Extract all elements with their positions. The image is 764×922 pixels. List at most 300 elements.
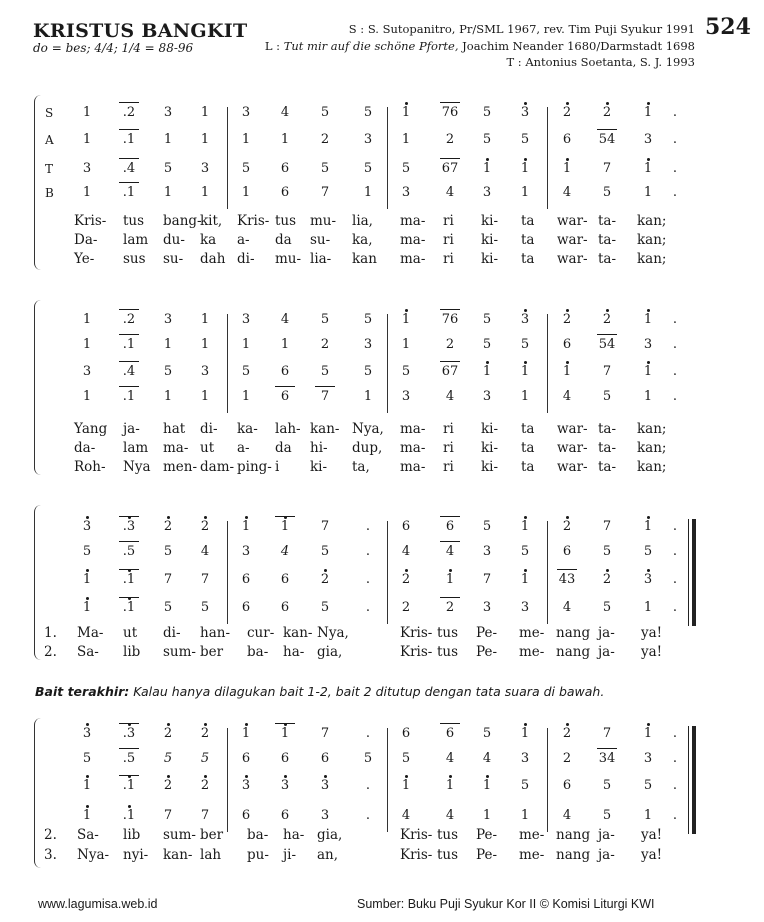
note: .: [672, 751, 678, 766]
lyric-syllable: kan;: [637, 440, 667, 456]
note: 3: [363, 337, 373, 352]
octave-dot-up: [204, 775, 207, 778]
note: 5: [241, 364, 251, 379]
lyric-syllable: di-: [163, 625, 181, 641]
note: 3: [482, 544, 492, 559]
note: .: [365, 808, 371, 823]
note: .2: [114, 310, 144, 330]
lyric-syllable: ber: [200, 644, 224, 660]
lyric-syllable: cur-: [247, 625, 275, 641]
note: .5: [114, 542, 144, 562]
octave-dot-up: [566, 723, 569, 726]
note-underline: [440, 723, 460, 724]
note: .: [672, 808, 678, 823]
lyric-syllable: ka-: [237, 421, 258, 437]
note: 5: [320, 544, 330, 559]
credit-melody-rest: Joachim Neander 1680/Darmstadt 1698: [458, 39, 695, 53]
note: 1: [72, 776, 102, 796]
note: 1: [633, 159, 663, 179]
note: .: [672, 337, 678, 352]
note: 2: [435, 598, 465, 618]
lyric-syllable: ja-: [598, 827, 615, 843]
note: 1: [200, 105, 210, 120]
note: 5: [643, 544, 653, 559]
lyric-syllable: an,: [317, 847, 339, 863]
note: 1: [472, 776, 502, 796]
note: 76: [435, 310, 465, 330]
note: 1: [510, 362, 540, 382]
note-underline: [440, 597, 460, 598]
note: 1: [633, 310, 663, 330]
note: 1: [472, 159, 502, 179]
octave-dot-up: [606, 569, 609, 572]
note: 7: [200, 808, 210, 823]
lyric-syllable: ji-: [283, 847, 297, 863]
lyric-syllable: Da-: [74, 232, 98, 248]
lyric-syllable: lia,: [352, 213, 373, 229]
lyric-syllable: Kris-: [74, 213, 107, 229]
credit-melody-title: Tut mir auf die schöne Pforte,: [283, 39, 459, 53]
note: .: [672, 105, 678, 120]
note-underline: [440, 102, 460, 103]
lyric-syllable: ki-: [481, 232, 499, 248]
lyric-syllable: lam: [123, 440, 149, 456]
lyric-syllable: kan;: [637, 213, 667, 229]
lyric-syllable: tus: [437, 847, 459, 863]
lyric-syllable: Pe-: [476, 644, 498, 660]
note: 4: [280, 105, 290, 120]
note: 3: [241, 312, 251, 327]
lyric-syllable: ta-: [598, 459, 617, 475]
note: 4: [445, 751, 455, 766]
bar-line: [227, 521, 228, 624]
lyric-syllable: da-: [74, 440, 96, 456]
note: .1: [114, 598, 144, 618]
octave-dot-up: [128, 723, 131, 726]
octave-dot-up: [245, 516, 248, 519]
lyric-syllable: Roh-: [74, 459, 106, 475]
note: 7: [320, 519, 330, 534]
lyric-syllable: dah: [200, 251, 226, 267]
octave-dot-up: [647, 516, 650, 519]
note: 4: [445, 389, 455, 404]
note: 2: [153, 724, 183, 744]
lyric-syllable: tus: [275, 213, 297, 229]
note: 1: [163, 389, 173, 404]
note: 5: [482, 337, 492, 352]
note: 5: [363, 364, 373, 379]
note: 3: [163, 312, 173, 327]
lyric-syllable: ja-: [598, 625, 615, 641]
note: 6: [562, 778, 572, 793]
note: 7: [163, 808, 173, 823]
lyric-syllable: ta-: [598, 232, 617, 248]
note-underline: [597, 129, 617, 130]
lyric-syllable: war-: [557, 232, 588, 248]
note-underline: [557, 569, 577, 570]
note: 3: [510, 103, 540, 123]
note: 5: [82, 544, 92, 559]
note: 1: [82, 132, 92, 147]
lyric-syllable: ma-: [163, 440, 189, 456]
note: 4: [401, 808, 411, 823]
lyric-syllable: ki-: [481, 251, 499, 267]
octave-dot-up: [486, 158, 489, 161]
lyric-syllable: ta-: [598, 440, 617, 456]
note-underline: [119, 541, 139, 542]
lyric-syllable: hi-: [310, 440, 328, 456]
note: .: [672, 185, 678, 200]
note: 1: [363, 389, 373, 404]
note: .: [672, 778, 678, 793]
note: 3: [82, 161, 92, 176]
lyric-syllable: tus: [437, 827, 459, 843]
note: 5: [241, 161, 251, 176]
note: 3: [482, 600, 492, 615]
note: 1: [163, 185, 173, 200]
note: 3: [401, 389, 411, 404]
lyric-syllable: tus: [437, 644, 459, 660]
lyric-syllable: da: [275, 232, 292, 248]
note: 1: [435, 570, 465, 590]
note: 1: [82, 312, 92, 327]
bar-line: [547, 521, 548, 624]
lyric-syllable: men-: [163, 459, 198, 475]
octave-dot-up: [167, 516, 170, 519]
note: 6: [562, 337, 572, 352]
note: 5: [602, 544, 612, 559]
note: 7: [200, 572, 210, 587]
note: 54: [592, 130, 622, 150]
octave-dot-up: [606, 102, 609, 105]
note: 1: [520, 185, 530, 200]
final-barline-thick: [692, 519, 696, 626]
note: 1: [552, 159, 582, 179]
note: 5: [363, 312, 373, 327]
bait-text: Kalau hanya dilagukan bait 1-2, bait 2 ditutup dengan tata suara di bawah.: [129, 684, 605, 699]
note: 67: [435, 362, 465, 382]
note: 5: [163, 544, 173, 559]
octave-dot-up: [647, 361, 650, 364]
note: 5: [401, 161, 411, 176]
note-underline: [119, 182, 139, 183]
final-barline-thick: [692, 726, 696, 834]
note: 1: [270, 517, 300, 537]
note: 3: [401, 185, 411, 200]
note: 5: [482, 132, 492, 147]
note: .: [672, 519, 678, 534]
lyric-syllable: kan-: [310, 421, 340, 437]
lyric-syllable: me-: [519, 625, 545, 641]
lyric-syllable: Nya: [123, 459, 151, 475]
note: 4: [562, 185, 572, 200]
note: 1: [391, 310, 421, 330]
note: 1: [163, 337, 173, 352]
octave-dot-up: [405, 569, 408, 572]
note: .: [365, 519, 371, 534]
lyric-syllable: di-: [237, 251, 255, 267]
note: 5: [520, 544, 530, 559]
note-underline: [440, 158, 460, 159]
note: 6: [280, 572, 290, 587]
note: 2: [391, 570, 421, 590]
note: 1: [231, 517, 261, 537]
lyric-syllable: Ma-: [77, 625, 104, 641]
note: 5: [200, 751, 210, 766]
note: 3: [363, 132, 373, 147]
footer-website[interactable]: www.lagumisa.web.id: [38, 897, 158, 911]
note: 5: [602, 808, 612, 823]
octave-dot-up: [566, 158, 569, 161]
note: 7: [602, 161, 612, 176]
lyric-syllable: 1.: [44, 625, 57, 641]
lyric-syllable: Kris-: [237, 213, 270, 229]
lyric-syllable: lia-: [310, 251, 332, 267]
octave-dot-up: [647, 309, 650, 312]
octave-dot-up: [204, 723, 207, 726]
octave-dot-up: [128, 569, 131, 572]
lyric-syllable: ta-: [598, 421, 617, 437]
note: 5: [320, 161, 330, 176]
note: .2: [114, 103, 144, 123]
lyric-syllable: kan;: [637, 232, 667, 248]
note: 54: [592, 335, 622, 355]
note-underline: [119, 748, 139, 749]
note: 7: [163, 572, 173, 587]
note: .: [365, 726, 371, 741]
credit-text: T : Antonius Soetanta, S. J. 1993: [506, 55, 695, 69]
note: 1: [200, 389, 210, 404]
lyric-syllable: sus: [123, 251, 146, 267]
note: 1: [510, 159, 540, 179]
note: 5: [363, 751, 373, 766]
note: .1: [114, 806, 144, 826]
note: .1: [114, 387, 144, 407]
bar-line: [387, 728, 388, 832]
octave-dot-up: [284, 723, 287, 726]
note: 7: [602, 726, 612, 741]
note: 5: [602, 185, 612, 200]
note: 6: [435, 724, 465, 744]
note: 6: [270, 387, 300, 407]
lyric-syllable: ta,: [352, 459, 370, 475]
system-brace: [34, 505, 41, 660]
note: 1: [633, 362, 663, 382]
note: 5: [82, 751, 92, 766]
octave-dot-up: [524, 569, 527, 572]
note: 5: [602, 600, 612, 615]
octave-dot-up: [284, 516, 287, 519]
note: 6: [320, 751, 330, 766]
lyric-syllable: Nya-: [77, 847, 110, 863]
note: 7: [310, 387, 340, 407]
lyric-syllable: a-: [237, 232, 250, 248]
note: 1: [72, 598, 102, 618]
note: 43: [552, 570, 582, 590]
octave-dot-up: [606, 309, 609, 312]
lyric-syllable: ta: [521, 459, 535, 475]
lyric-syllable: ki-: [310, 459, 328, 475]
song-title: KRISTUS BANGKIT: [33, 20, 248, 42]
lyric-syllable: ma-: [400, 421, 426, 437]
note: 2: [592, 310, 622, 330]
note: 4: [445, 185, 455, 200]
note: 3: [72, 724, 102, 744]
note: 5: [163, 161, 173, 176]
lyric-syllable: i: [275, 459, 280, 475]
note: .3: [114, 724, 144, 744]
lyric-syllable: me-: [519, 827, 545, 843]
note: 6: [401, 519, 411, 534]
note: 1: [200, 132, 210, 147]
octave-dot-up: [566, 516, 569, 519]
note: 1: [241, 132, 251, 147]
octave-dot-up: [405, 775, 408, 778]
lyric-syllable: ba-: [247, 827, 269, 843]
octave-dot-up: [449, 775, 452, 778]
lyric-syllable: su-: [163, 251, 184, 267]
lyric-syllable: lah: [200, 847, 222, 863]
note: 5: [363, 161, 373, 176]
lyric-syllable: Kris-: [400, 625, 433, 641]
lyric-syllable: ka,: [352, 232, 373, 248]
note: 2: [445, 337, 455, 352]
octave-dot-up: [128, 597, 131, 600]
note: 3: [231, 776, 261, 796]
note: .: [672, 572, 678, 587]
note: 1: [82, 337, 92, 352]
key-signature: do = bes; 4/4; 1/4 = 88-96: [33, 41, 194, 55]
note: 5: [602, 778, 612, 793]
note: 4: [562, 600, 572, 615]
note: 3: [82, 364, 92, 379]
note: 3: [633, 570, 663, 590]
bar-line: [387, 314, 388, 413]
note: 1: [482, 808, 492, 823]
note: 4: [280, 312, 290, 327]
note: 2: [552, 517, 582, 537]
note: 4: [562, 808, 572, 823]
bar-line: [227, 107, 228, 209]
credit-melody-prefix: L :: [264, 39, 284, 53]
lyric-syllable: Kris-: [400, 847, 433, 863]
octave-dot-up: [245, 775, 248, 778]
lyric-syllable: Pe-: [476, 827, 498, 843]
lyric-syllable: kan;: [637, 459, 667, 475]
note: 4: [401, 544, 411, 559]
note: 3: [241, 105, 251, 120]
lyric-syllable: ja-: [598, 644, 615, 660]
lyric-syllable: kan-: [283, 625, 313, 641]
octave-dot-up: [405, 309, 408, 312]
bar-line: [227, 314, 228, 413]
octave-dot-up: [566, 102, 569, 105]
note: 5: [520, 132, 530, 147]
lyric-syllable: ya!: [641, 625, 663, 641]
note: 6: [241, 600, 251, 615]
octave-dot-up: [86, 775, 89, 778]
bar-line: [387, 107, 388, 209]
lyric-syllable: ya!: [641, 827, 663, 843]
octave-dot-up: [524, 309, 527, 312]
note: .: [672, 132, 678, 147]
lyric-syllable: a-: [237, 440, 250, 456]
lyric-syllable: mu-: [275, 251, 302, 267]
note: 5: [401, 751, 411, 766]
lyric-syllable: sum-: [163, 827, 196, 843]
lyric-syllable: 2.: [44, 644, 57, 660]
lyric-syllable: nang: [556, 625, 591, 641]
note-underline: [440, 541, 460, 542]
system-brace: [34, 718, 41, 868]
lyric-syllable: ta: [521, 251, 535, 267]
note: .: [365, 778, 371, 793]
note: .3: [114, 517, 144, 537]
note: .1: [114, 570, 144, 590]
note: 1: [510, 570, 540, 590]
note: 5: [200, 600, 210, 615]
lyric-syllable: Pe-: [476, 847, 498, 863]
note: 1: [200, 312, 210, 327]
note-underline: [440, 516, 460, 517]
note: 1: [643, 185, 653, 200]
note-underline: [119, 386, 139, 387]
octave-dot-up: [524, 361, 527, 364]
lyric-syllable: ya!: [641, 644, 663, 660]
lyric-syllable: 2.: [44, 827, 57, 843]
note-underline: [119, 309, 139, 310]
lyric-syllable: gia,: [317, 644, 343, 660]
note: 6: [280, 808, 290, 823]
note: .: [672, 600, 678, 615]
note: 7: [320, 185, 330, 200]
note: 6: [241, 572, 251, 587]
note: 3: [310, 776, 340, 796]
octave-dot-up: [486, 361, 489, 364]
lyric-syllable: ya!: [641, 847, 663, 863]
note: 3: [643, 337, 653, 352]
note: 1: [510, 517, 540, 537]
lyric-syllable: lam: [123, 232, 149, 248]
lyric-syllable: nang: [556, 644, 591, 660]
lyric-syllable: Pe-: [476, 625, 498, 641]
note: 6: [280, 364, 290, 379]
note: 5: [163, 364, 173, 379]
lyric-syllable: war-: [557, 440, 588, 456]
lyric-syllable: ri: [443, 459, 454, 475]
system-brace: [34, 300, 41, 475]
note: 2: [153, 517, 183, 537]
note: 5: [320, 600, 330, 615]
lyric-syllable: bang-: [163, 213, 202, 229]
lyric-syllable: ja-: [123, 421, 140, 437]
lyric-syllable: ki-: [481, 440, 499, 456]
note: 1: [643, 389, 653, 404]
voice-label-A: A: [45, 133, 54, 147]
lyric-syllable: ma-: [400, 251, 426, 267]
lyric-syllable: ha-: [283, 827, 305, 843]
lyric-syllable: ki-: [481, 459, 499, 475]
note: 6: [280, 751, 290, 766]
lyric-syllable: nang: [556, 847, 591, 863]
note: 5: [401, 364, 411, 379]
lyric-syllable: war-: [557, 459, 588, 475]
note: 6: [435, 517, 465, 537]
lyric-syllable: war-: [557, 251, 588, 267]
octave-dot-up: [167, 723, 170, 726]
note: 4: [482, 751, 492, 766]
octave-dot-up: [324, 775, 327, 778]
